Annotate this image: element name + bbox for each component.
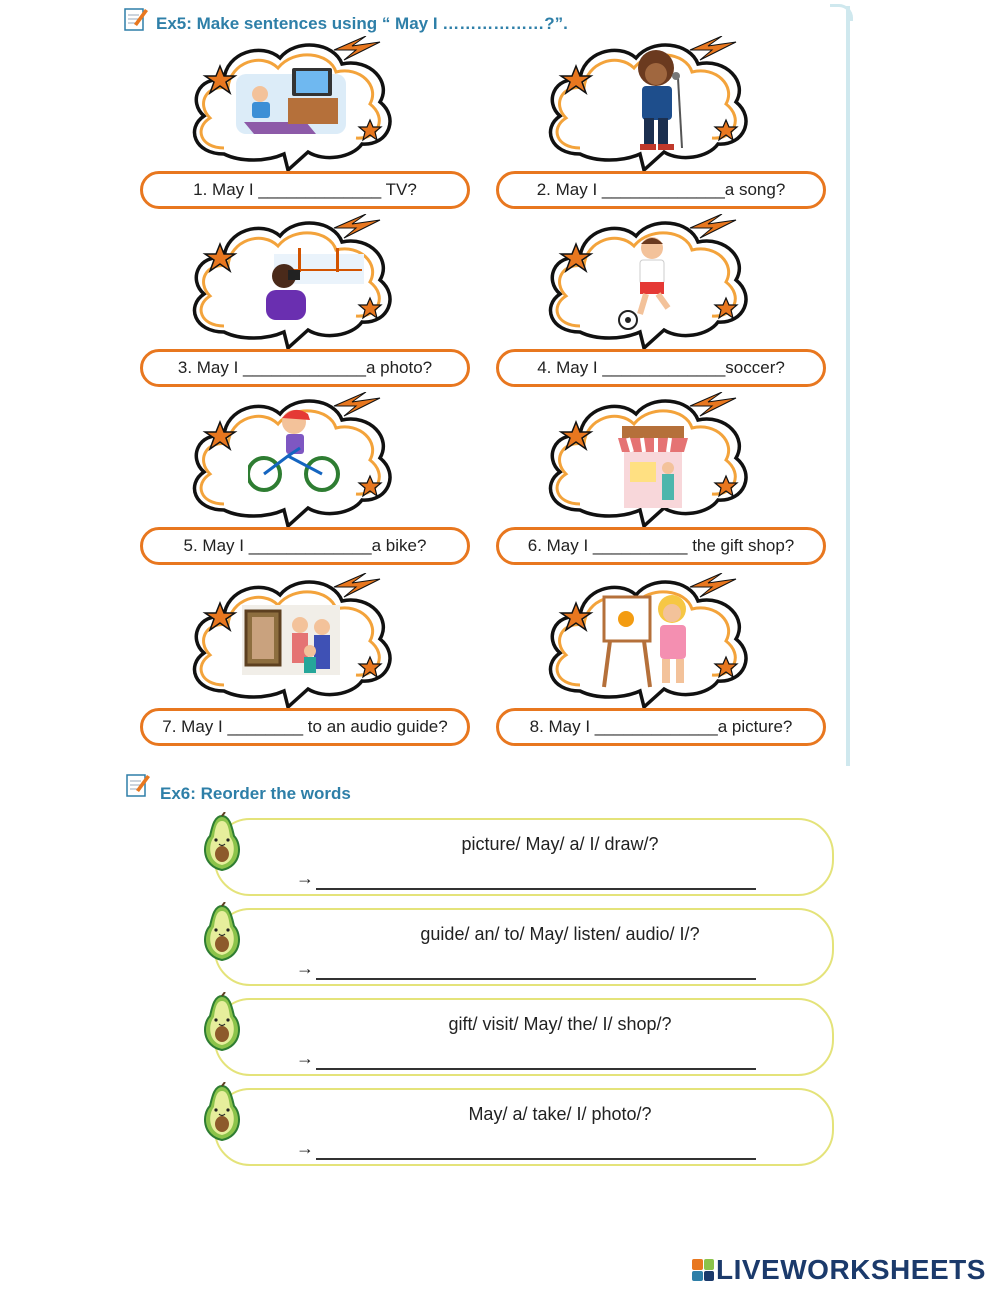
scrambled-words: gift/ visit/ May/ the/ I/ shop/?: [448, 1014, 672, 1034]
boy-playing-soccer-picture: [618, 234, 688, 330]
ex5-sentence-field[interactable]: 4. May I _____________soccer?: [496, 349, 826, 387]
ex5-sentence-field[interactable]: 5. May I _____________a bike?: [140, 527, 470, 565]
liveworksheets-logo[interactable]: [692, 1254, 986, 1286]
child-watching-tv-picture: [236, 66, 346, 138]
avocado-icon: [200, 902, 244, 964]
answer-arrow: →: [296, 868, 314, 888]
ex5-sentence-field[interactable]: 7. May I ________ to an audio guide?: [140, 708, 470, 746]
ex5-sentence-field[interactable]: 3. May I _____________a photo?: [140, 349, 470, 387]
avocado-icon: [200, 1082, 244, 1144]
lightning-icon: [334, 36, 380, 60]
reorder-item: [200, 818, 840, 900]
ex5-sentence-field[interactable]: 8. May I _____________a picture?: [496, 708, 826, 746]
reorder-item: [200, 998, 840, 1080]
ex5-sentence-field[interactable]: 1. May I _____________ TV?: [140, 171, 470, 209]
avocado-icon: [200, 812, 244, 874]
lightning-icon: [690, 214, 736, 238]
ex5-item: [140, 573, 480, 753]
ex5-item: [496, 392, 836, 572]
ex5-item: [496, 36, 836, 216]
family-at-museum-picture: [242, 605, 340, 675]
ex5-item: [496, 214, 836, 394]
lightning-icon: [334, 573, 380, 597]
logo-text: LIVEWORKSHEETS: [716, 1254, 986, 1285]
scrambled-words: May/ a/ take/ I/ photo/?: [468, 1104, 652, 1124]
frame-line: [846, 6, 850, 766]
ex5-item: [140, 36, 480, 216]
answer-arrow: →: [296, 1138, 314, 1158]
lightning-icon: [690, 36, 736, 60]
reorder-item: [200, 908, 840, 990]
ex5-item: [496, 573, 836, 753]
ex5-heading: [124, 6, 644, 36]
answer-line[interactable]: [316, 1158, 756, 1160]
ex5-sentence-field[interactable]: 6. May I __________ the gift shop?: [496, 527, 826, 565]
ex5-item: [140, 214, 480, 394]
lightning-icon: [334, 392, 380, 416]
lightning-icon: [690, 392, 736, 416]
scrambled-words: guide/ an/ to/ May/ listen/ audio/ I/?: [420, 924, 700, 944]
note-pencil-icon: [126, 772, 150, 798]
answer-line[interactable]: [316, 1068, 756, 1070]
answer-arrow: →: [296, 958, 314, 978]
boy-singing-picture: [626, 48, 696, 152]
reorder-item: [200, 1088, 840, 1170]
ex5-sentence-field[interactable]: 2. May I _____________a song?: [496, 171, 826, 209]
girl-painting-picture: [600, 587, 706, 689]
lightning-icon: [334, 214, 380, 238]
note-pencil-icon: [124, 6, 148, 32]
avocado-icon: [200, 992, 244, 1054]
ex6-heading: [126, 772, 426, 804]
scrambled-words: picture/ May/ a/ I/ draw/?: [461, 834, 659, 854]
logo-mark-icon: [692, 1259, 714, 1281]
boy-riding-bike-picture: [248, 408, 340, 494]
answer-arrow: →: [296, 1048, 314, 1068]
ex5-title: Ex5: Make sentences using “ May I ………………?”.: [156, 14, 568, 33]
answer-line[interactable]: [316, 888, 756, 890]
answer-line[interactable]: [316, 978, 756, 980]
ex6-title: Ex6: Reorder the words: [160, 784, 351, 803]
person-taking-photo-picture: [244, 240, 364, 320]
gift-shop-picture: [618, 422, 688, 512]
ex5-item: [140, 392, 480, 572]
